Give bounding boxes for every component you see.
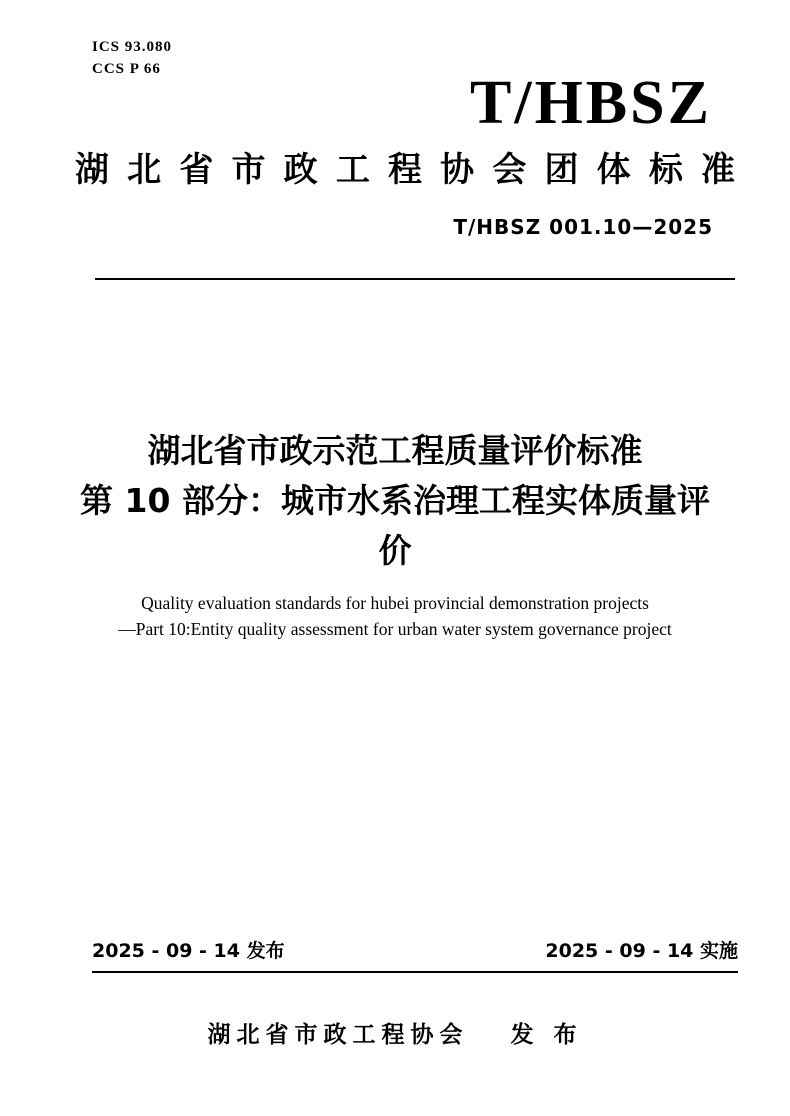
date-bar — [92, 936, 738, 973]
title-line-2: 第 10 部分：城市水系治理工程实体质量评 — [80, 481, 710, 520]
classification-codes — [92, 36, 172, 80]
ccs-code: CCS P 66 — [92, 61, 161, 77]
standard-number: T/HBSZ 001.10—2025 — [453, 215, 713, 239]
title-line-3: 价 — [378, 531, 412, 570]
document-title — [0, 426, 790, 576]
publisher-name: 湖北省市政工程协会 — [207, 1022, 469, 1048]
issue-date: 2025 - 09 - 14 发布 — [92, 940, 285, 962]
english-title-line-2: —Part 10:Entity quality assessment for urban water system governance project — [118, 619, 672, 639]
publish-label: 发 布 — [510, 1022, 583, 1048]
header-divider — [95, 278, 735, 280]
english-title-line-1: Quality evaluation standards for hubei provincial demonstration projects — [141, 593, 649, 613]
association-standard-heading: 湖北省市政工程协会团体标准 — [75, 150, 735, 190]
title-line-1: 湖北省市政示范工程质量评价标准 — [147, 431, 643, 470]
standard-body-logo: T/HBSZ — [470, 69, 712, 137]
implement-date: 2025 - 09 - 14 实施 — [545, 940, 738, 962]
document-title-english — [0, 590, 790, 642]
ics-code: ICS 93.080 — [92, 39, 173, 55]
publisher-line — [0, 1016, 790, 1049]
